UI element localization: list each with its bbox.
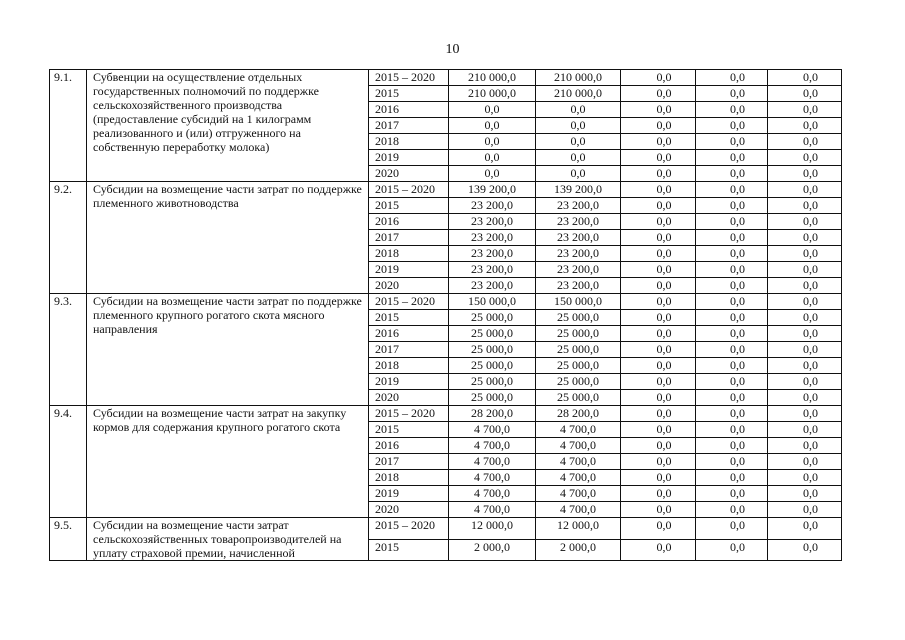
value-local-cell: 0,0 xyxy=(696,438,768,454)
value-total-cell: 4 700,0 xyxy=(449,438,536,454)
value-other-cell: 0,0 xyxy=(768,326,842,342)
value-total-cell: 2 000,0 xyxy=(449,539,536,561)
value-other-cell: 0,0 xyxy=(768,406,842,422)
value-total-cell: 4 700,0 xyxy=(449,422,536,438)
year-cell: 2017 xyxy=(369,342,449,358)
table-row xyxy=(50,406,842,422)
year-cell: 2019 xyxy=(369,486,449,502)
value-federal-cell: 0,0 xyxy=(621,326,696,342)
value-regional-cell: 0,0 xyxy=(536,102,621,118)
year-cell: 2015 xyxy=(369,422,449,438)
value-total-cell: 139 200,0 xyxy=(449,182,536,198)
value-federal-cell: 0,0 xyxy=(621,150,696,166)
year-cell: 2019 xyxy=(369,150,449,166)
value-regional-cell: 23 200,0 xyxy=(536,246,621,262)
value-regional-cell: 0,0 xyxy=(536,166,621,182)
year-cell: 2018 xyxy=(369,470,449,486)
value-local-cell: 0,0 xyxy=(696,278,768,294)
value-regional-cell: 23 200,0 xyxy=(536,198,621,214)
value-regional-cell: 25 000,0 xyxy=(536,310,621,326)
value-local-cell: 0,0 xyxy=(696,374,768,390)
value-federal-cell: 0,0 xyxy=(621,134,696,150)
year-cell: 2016 xyxy=(369,214,449,230)
year-cell: 2015 – 2020 xyxy=(369,294,449,310)
value-other-cell: 0,0 xyxy=(768,166,842,182)
value-local-cell: 0,0 xyxy=(696,502,768,518)
value-local-cell: 0,0 xyxy=(696,246,768,262)
value-other-cell: 0,0 xyxy=(768,246,842,262)
value-local-cell: 0,0 xyxy=(696,422,768,438)
value-total-cell: 0,0 xyxy=(449,134,536,150)
year-cell: 2015 xyxy=(369,198,449,214)
year-cell: 2017 xyxy=(369,454,449,470)
year-cell: 2015 xyxy=(369,539,449,561)
year-cell: 2016 xyxy=(369,438,449,454)
table-row xyxy=(50,518,842,540)
value-total-cell: 25 000,0 xyxy=(449,310,536,326)
year-cell: 2015 – 2020 xyxy=(369,182,449,198)
value-total-cell: 4 700,0 xyxy=(449,454,536,470)
value-other-cell: 0,0 xyxy=(768,502,842,518)
value-total-cell: 25 000,0 xyxy=(449,374,536,390)
value-local-cell: 0,0 xyxy=(696,118,768,134)
value-local-cell: 0,0 xyxy=(696,539,768,561)
value-total-cell: 28 200,0 xyxy=(449,406,536,422)
value-total-cell: 150 000,0 xyxy=(449,294,536,310)
value-other-cell: 0,0 xyxy=(768,150,842,166)
value-regional-cell: 25 000,0 xyxy=(536,342,621,358)
value-local-cell: 0,0 xyxy=(696,214,768,230)
value-total-cell: 210 000,0 xyxy=(449,70,536,86)
value-local-cell: 0,0 xyxy=(696,326,768,342)
value-regional-cell: 23 200,0 xyxy=(536,262,621,278)
value-regional-cell: 4 700,0 xyxy=(536,470,621,486)
value-regional-cell: 23 200,0 xyxy=(536,214,621,230)
value-other-cell: 0,0 xyxy=(768,86,842,102)
value-federal-cell: 0,0 xyxy=(621,539,696,561)
year-cell: 2015 – 2020 xyxy=(369,406,449,422)
budget-table xyxy=(49,69,842,561)
item-description: Субсидии на возмещение части затрат сельскохозяйственных товаропроизводителей на уплату страховой премии, начисленной xyxy=(87,518,369,561)
value-regional-cell: 0,0 xyxy=(536,118,621,134)
value-other-cell: 0,0 xyxy=(768,438,842,454)
value-federal-cell: 0,0 xyxy=(621,502,696,518)
value-total-cell: 12 000,0 xyxy=(449,518,536,540)
item-number: 9.3. xyxy=(50,294,87,406)
year-cell: 2015 xyxy=(369,310,449,326)
value-total-cell: 0,0 xyxy=(449,102,536,118)
value-other-cell: 0,0 xyxy=(768,539,842,561)
value-regional-cell: 25 000,0 xyxy=(536,390,621,406)
value-regional-cell: 25 000,0 xyxy=(536,326,621,342)
value-regional-cell: 139 200,0 xyxy=(536,182,621,198)
value-total-cell: 25 000,0 xyxy=(449,390,536,406)
value-federal-cell: 0,0 xyxy=(621,310,696,326)
value-other-cell: 0,0 xyxy=(768,518,842,540)
year-cell: 2019 xyxy=(369,262,449,278)
value-total-cell: 4 700,0 xyxy=(449,502,536,518)
value-other-cell: 0,0 xyxy=(768,486,842,502)
year-cell: 2020 xyxy=(369,166,449,182)
value-federal-cell: 0,0 xyxy=(621,438,696,454)
value-total-cell: 25 000,0 xyxy=(449,342,536,358)
value-local-cell: 0,0 xyxy=(696,134,768,150)
value-other-cell: 0,0 xyxy=(768,198,842,214)
year-cell: 2016 xyxy=(369,326,449,342)
value-other-cell: 0,0 xyxy=(768,182,842,198)
value-local-cell: 0,0 xyxy=(696,486,768,502)
value-local-cell: 0,0 xyxy=(696,294,768,310)
value-regional-cell: 12 000,0 xyxy=(536,518,621,540)
value-regional-cell: 4 700,0 xyxy=(536,422,621,438)
value-other-cell: 0,0 xyxy=(768,422,842,438)
value-total-cell: 23 200,0 xyxy=(449,262,536,278)
value-local-cell: 0,0 xyxy=(696,70,768,86)
value-local-cell: 0,0 xyxy=(696,230,768,246)
value-regional-cell: 0,0 xyxy=(536,134,621,150)
value-federal-cell: 0,0 xyxy=(621,358,696,374)
value-federal-cell: 0,0 xyxy=(621,486,696,502)
value-total-cell: 25 000,0 xyxy=(449,326,536,342)
year-cell: 2015 – 2020 xyxy=(369,70,449,86)
value-local-cell: 0,0 xyxy=(696,358,768,374)
value-regional-cell: 28 200,0 xyxy=(536,406,621,422)
year-cell: 2019 xyxy=(369,374,449,390)
year-cell: 2015 – 2020 xyxy=(369,518,449,540)
value-federal-cell: 0,0 xyxy=(621,342,696,358)
item-number: 9.4. xyxy=(50,406,87,518)
value-regional-cell: 23 200,0 xyxy=(536,230,621,246)
value-other-cell: 0,0 xyxy=(768,134,842,150)
value-regional-cell: 4 700,0 xyxy=(536,438,621,454)
page-number: 10 xyxy=(445,42,460,57)
value-regional-cell: 4 700,0 xyxy=(536,502,621,518)
year-cell: 2020 xyxy=(369,278,449,294)
year-cell: 2015 xyxy=(369,86,449,102)
value-total-cell: 23 200,0 xyxy=(449,214,536,230)
value-other-cell: 0,0 xyxy=(768,358,842,374)
value-local-cell: 0,0 xyxy=(696,102,768,118)
value-total-cell: 4 700,0 xyxy=(449,470,536,486)
value-local-cell: 0,0 xyxy=(696,470,768,486)
value-regional-cell: 210 000,0 xyxy=(536,70,621,86)
item-description: Субсидии на возмещение части затрат по поддержке племенного крупного рогатого скота мясного направления xyxy=(87,294,369,406)
item-description: Субвенции на осуществление отдельных государственных полномочий по поддержке сельскохозяйственного производства (предоставление субсидий на 1 килограмм реализованного и (или) отгруженного на собственную переработку молока) xyxy=(87,70,369,182)
table-row xyxy=(50,70,842,86)
value-federal-cell: 0,0 xyxy=(621,422,696,438)
value-local-cell: 0,0 xyxy=(696,86,768,102)
value-federal-cell: 0,0 xyxy=(621,182,696,198)
value-local-cell: 0,0 xyxy=(696,166,768,182)
item-description: Субсидии на возмещение части затрат по поддержке племенного животноводства xyxy=(87,182,369,294)
value-regional-cell: 210 000,0 xyxy=(536,86,621,102)
value-federal-cell: 0,0 xyxy=(621,86,696,102)
value-other-cell: 0,0 xyxy=(768,470,842,486)
table-row xyxy=(50,294,842,310)
value-regional-cell: 25 000,0 xyxy=(536,358,621,374)
value-regional-cell: 0,0 xyxy=(536,150,621,166)
value-federal-cell: 0,0 xyxy=(621,70,696,86)
value-other-cell: 0,0 xyxy=(768,454,842,470)
value-federal-cell: 0,0 xyxy=(621,454,696,470)
value-total-cell: 25 000,0 xyxy=(449,358,536,374)
year-cell: 2020 xyxy=(369,502,449,518)
value-federal-cell: 0,0 xyxy=(621,278,696,294)
value-other-cell: 0,0 xyxy=(768,294,842,310)
value-total-cell: 23 200,0 xyxy=(449,246,536,262)
value-other-cell: 0,0 xyxy=(768,310,842,326)
value-federal-cell: 0,0 xyxy=(621,166,696,182)
table-row xyxy=(50,182,842,198)
value-local-cell: 0,0 xyxy=(696,518,768,540)
value-regional-cell: 2 000,0 xyxy=(536,539,621,561)
value-federal-cell: 0,0 xyxy=(621,390,696,406)
value-other-cell: 0,0 xyxy=(768,390,842,406)
value-federal-cell: 0,0 xyxy=(621,102,696,118)
year-cell: 2018 xyxy=(369,134,449,150)
value-local-cell: 0,0 xyxy=(696,198,768,214)
value-other-cell: 0,0 xyxy=(768,342,842,358)
value-other-cell: 0,0 xyxy=(768,118,842,134)
value-federal-cell: 0,0 xyxy=(621,406,696,422)
value-federal-cell: 0,0 xyxy=(621,374,696,390)
value-local-cell: 0,0 xyxy=(696,390,768,406)
item-number: 9.1. xyxy=(50,70,87,182)
year-cell: 2016 xyxy=(369,102,449,118)
year-cell: 2017 xyxy=(369,118,449,134)
year-cell: 2018 xyxy=(369,358,449,374)
value-federal-cell: 0,0 xyxy=(621,198,696,214)
value-local-cell: 0,0 xyxy=(696,406,768,422)
item-number: 9.2. xyxy=(50,182,87,294)
value-regional-cell: 4 700,0 xyxy=(536,486,621,502)
value-local-cell: 0,0 xyxy=(696,342,768,358)
value-other-cell: 0,0 xyxy=(768,70,842,86)
value-local-cell: 0,0 xyxy=(696,150,768,166)
value-other-cell: 0,0 xyxy=(768,262,842,278)
value-other-cell: 0,0 xyxy=(768,102,842,118)
value-regional-cell: 150 000,0 xyxy=(536,294,621,310)
value-federal-cell: 0,0 xyxy=(621,294,696,310)
value-local-cell: 0,0 xyxy=(696,454,768,470)
value-total-cell: 0,0 xyxy=(449,150,536,166)
value-other-cell: 0,0 xyxy=(768,230,842,246)
year-cell: 2018 xyxy=(369,246,449,262)
value-local-cell: 0,0 xyxy=(696,182,768,198)
value-total-cell: 210 000,0 xyxy=(449,86,536,102)
value-other-cell: 0,0 xyxy=(768,214,842,230)
value-other-cell: 0,0 xyxy=(768,278,842,294)
value-regional-cell: 4 700,0 xyxy=(536,454,621,470)
year-cell: 2020 xyxy=(369,390,449,406)
value-total-cell: 23 200,0 xyxy=(449,230,536,246)
value-other-cell: 0,0 xyxy=(768,374,842,390)
value-federal-cell: 0,0 xyxy=(621,262,696,278)
value-regional-cell: 23 200,0 xyxy=(536,278,621,294)
value-local-cell: 0,0 xyxy=(696,310,768,326)
item-description: Субсидии на возмещение части затрат на закупку кормов для содержания крупного рогатого скота xyxy=(87,406,369,518)
value-federal-cell: 0,0 xyxy=(621,214,696,230)
value-federal-cell: 0,0 xyxy=(621,230,696,246)
value-federal-cell: 0,0 xyxy=(621,246,696,262)
value-total-cell: 23 200,0 xyxy=(449,278,536,294)
year-cell: 2017 xyxy=(369,230,449,246)
value-federal-cell: 0,0 xyxy=(621,518,696,540)
value-total-cell: 0,0 xyxy=(449,166,536,182)
value-total-cell: 4 700,0 xyxy=(449,486,536,502)
value-regional-cell: 25 000,0 xyxy=(536,374,621,390)
value-total-cell: 0,0 xyxy=(449,118,536,134)
value-federal-cell: 0,0 xyxy=(621,118,696,134)
item-number: 9.5. xyxy=(50,518,87,561)
value-local-cell: 0,0 xyxy=(696,262,768,278)
value-federal-cell: 0,0 xyxy=(621,470,696,486)
value-total-cell: 23 200,0 xyxy=(449,198,536,214)
